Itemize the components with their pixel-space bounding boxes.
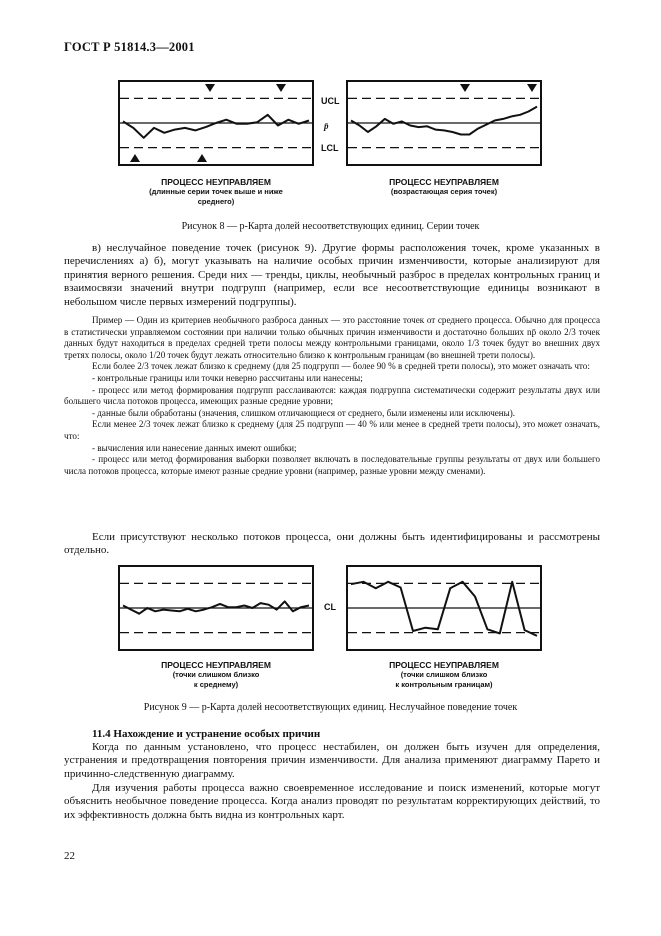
paragraph-streams: Если присутствуют несколько потоков процесса, они должны быть идентифицированы и рассмотрены отдельно. (64, 531, 600, 557)
small-text-7: - вычисления или нанесение данных имеют ошибки; (92, 442, 297, 453)
fig9-left-sub1: (точки слишком близко (172, 670, 260, 679)
small-text-8: - процесс или метод формирования выборки позволяет включать в последовательные группы результаты от двух или большего числа потоков процесса, которые имеют разные средние уровни (например, разные уровни между сменами). (64, 454, 600, 476)
data-series-line (123, 115, 309, 138)
fig9-left-chart (118, 565, 314, 651)
data-series-line (351, 107, 537, 135)
run-end-marker (197, 154, 207, 162)
run-end-marker (276, 84, 286, 92)
run-start-marker (130, 154, 140, 162)
fig9-left-title (118, 660, 314, 690)
fig9-left-sub2: к среднему) (193, 680, 239, 689)
cl-label: CL (324, 602, 336, 612)
fig8-left-title-main: ПРОЦЕСС НЕУПРАВЛЯЕМ (161, 177, 271, 187)
fig8-right-title (346, 177, 542, 197)
small-text-3: - контрольные границы или точки неверно рассчитаны или нанесены; (92, 372, 363, 383)
section-title-11-4: 11.4 Нахождение и устранение особых причин (92, 728, 321, 740)
fig8-left-sub2: среднего) (197, 197, 235, 206)
data-series-line (351, 582, 537, 636)
document-header: ГОСТ Р 51814.3—2001 (64, 40, 195, 54)
fig9-right-title-main: ПРОЦЕСС НЕУПРАВЛЯЕМ (389, 660, 499, 670)
paragraph-11-4-a: Когда по данным установлено, что процесс нестабилен, он должен быть изучен для определения, устранения и предотвращения повторения причин изменчивости. Для анализа применяют диаграмму Парето и причинно-следственную диаграмму. (64, 741, 600, 780)
pbar-label: p̄ (324, 121, 329, 131)
ucl-label: UCL (321, 96, 340, 106)
small-text-1: Пример — Один из критериев необычного разброса данных — это расстояние точек от среднего процесса. Обычно для процесса в статистически управляемом состоянии при наличии только обычных причин изменчивости и достаточно больших np̄ около 2/3 точек данных будут находиться в пределах средней трети полосы между контрольными границами, около 1/3 точек будут во внешних двух третях полосы, около 1/20 точек будут лежать относительно близко к контрольным границам (во внешней трети полосы). (64, 315, 600, 360)
fig8-caption: Рисунок 8 — p-Карта долей несоответствующих единиц. Серии точек (181, 221, 480, 232)
example-block (64, 315, 600, 477)
fig9-right-title (346, 660, 542, 690)
small-text-5: - данные были обработаны (значения, слишком отличающиеся от среднего, были изменены или исключены). (92, 407, 516, 418)
small-text-4: - процесс или метод формирования подгрупп расслаиваются: каждая подгруппа систематически содержит результаты двух или большего числа потоков процесса, имеющих разные средние уровни; (64, 384, 600, 407)
fig9-right-chart (346, 565, 542, 651)
fig8-right-sub1: (возрастающая серия точек) (390, 187, 498, 196)
run-start-marker (460, 84, 470, 92)
page-number: 22 (64, 850, 75, 862)
fig9-left-title-main: ПРОЦЕСС НЕУПРАВЛЯЕМ (161, 660, 271, 670)
paragraph-v: в) неслучайное поведение точек (рисунок 9). Другие формы расположения точек, кроме указанных в перечислениях а) б), могут указывать на наличие особых причин изменчивости, которые анализируют для принятия верного решения. Среди них — тренды, циклы, необычный разброс в пределах контрольных границ и взаимосвязи значений внутри подгрупп (например, если все несоответствующие единицы возникают в небольшом числе первых измерений подгруппы). (64, 242, 600, 308)
fig9-right-sub1: (точки слишком близко (400, 670, 488, 679)
run-start-marker (205, 84, 215, 92)
run-end-marker (527, 84, 537, 92)
lcl-label: LCL (321, 143, 339, 153)
fig8-left-sub1: (длинные серии точек выше и ниже (149, 187, 283, 196)
small-text-6: Если менее 2/3 точек лежат близко к среднему (для 25 подгрупп — 40 % или менее в средней трети полосы), это может означать, что: (64, 419, 600, 441)
fig9-caption: Рисунок 9 — p-Карта долей несоответствующих единиц. Неслучайное поведение точек (143, 702, 518, 713)
fig9-right-sub2: к контрольным границам) (395, 680, 493, 689)
small-text-2: Если более 2/3 точек лежат близко к среднему (для 25 подгрупп — более 90 % в средней трети полосы), это может означать что: (92, 361, 590, 372)
fig8-left-title (118, 177, 314, 207)
paragraph-11-4-b: Для изучения работы процесса важно своевременное исследование и поиск изменений, которые могут объяснить необычное поведение процесса. Когда анализ проводят по результатам корректирующих действий, то их эффективность должна быть видна из контрольных карт. (64, 782, 600, 821)
fig8-left-chart (118, 80, 314, 166)
fig8-right-chart (346, 80, 542, 166)
fig8-right-title-main: ПРОЦЕСС НЕУПРАВЛЯЕМ (389, 177, 499, 187)
